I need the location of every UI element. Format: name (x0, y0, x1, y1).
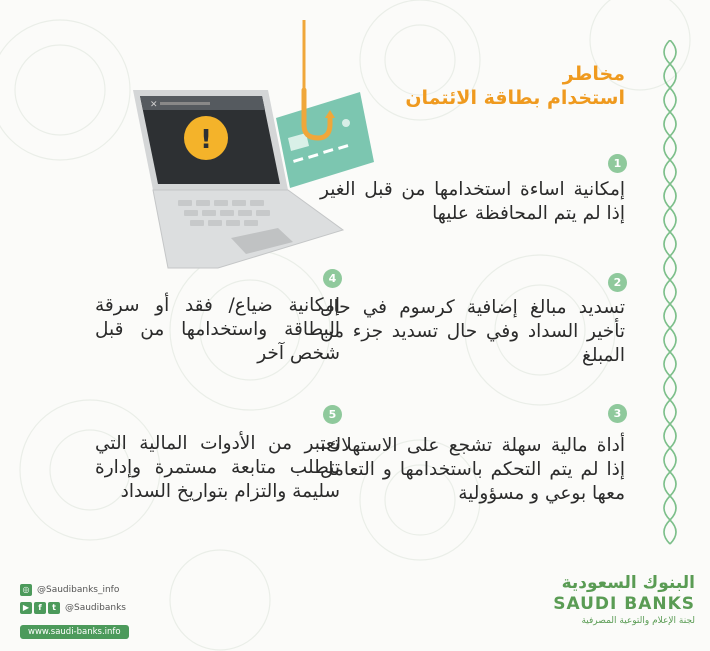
brand-arabic: البنوك السعودية (561, 573, 695, 593)
svg-text:✕: ✕ (150, 100, 158, 110)
credit-card-icon (276, 92, 374, 188)
title-line1: مخاطر (562, 63, 625, 85)
laptop-phishing-illustration (128, 20, 378, 275)
saudi-banks-logo (553, 573, 695, 627)
instagram-handle[interactable]: @Saudibanks_info (37, 585, 120, 595)
item-1-body: إمكانية اساءة استخدامها من قبل الغير إذا لم يتم المحافظة عليها (320, 179, 625, 224)
item-2-body: تسديد مبالغ إضافية كرسوم في حال تأخير السداد وفي حال تسديد جزء من المبلغ (320, 297, 625, 366)
instagram-row[interactable] (20, 583, 129, 597)
warning-icon (184, 116, 228, 160)
title-line2: استخدام بطاقة الائتمان (405, 87, 625, 109)
item-5-body: تعتبر من الأدوات المالية التي تتطلب متابعة مستمرة وإدارة سليمة والتزام بتواريخ السداد (95, 433, 340, 502)
item-3-body: أداة مالية سهلة تشجع على الاستهلاك، إذا لم يتم التحكم باستخدامها و التعامل معها بوعي و مسؤولية (320, 435, 625, 504)
svg-text:!: ! (200, 125, 212, 155)
brand-subtitle: لجنة الإعلام والتوعية المصرفية (581, 616, 695, 626)
instagram-icon[interactable]: ◎ (20, 584, 32, 596)
item-2-text (320, 296, 625, 368)
item-5-text (95, 432, 340, 504)
social-handle[interactable]: @Saudibanks (65, 603, 126, 613)
youtube-icon[interactable]: ▶ (20, 602, 32, 614)
page-title (405, 62, 625, 110)
laptop-keyboard (153, 190, 343, 268)
twitter-icon[interactable]: t (48, 602, 60, 614)
brand-english: SAUDI BANKS (553, 594, 695, 614)
item-2-badge: 2 (608, 273, 627, 292)
social-links (20, 583, 129, 639)
item-5-badge: 5 (323, 405, 342, 424)
item-4-badge: 4 (323, 269, 342, 288)
item-1-badge: 1 (608, 154, 627, 173)
item-3-text (320, 434, 625, 506)
item-4-text (95, 294, 340, 366)
facebook-icon[interactable]: f (34, 602, 46, 614)
item-1-text (320, 178, 625, 226)
social-row[interactable] (20, 601, 129, 615)
item-4-body: إمكانية ضياع/ فقد أو سرقة البطاقة واستخدامها من قبل شخص آخر (95, 295, 340, 364)
website-link[interactable]: www.saudi-banks.info (20, 625, 129, 639)
chain-ornament (655, 40, 685, 550)
item-3-badge: 3 (608, 404, 627, 423)
